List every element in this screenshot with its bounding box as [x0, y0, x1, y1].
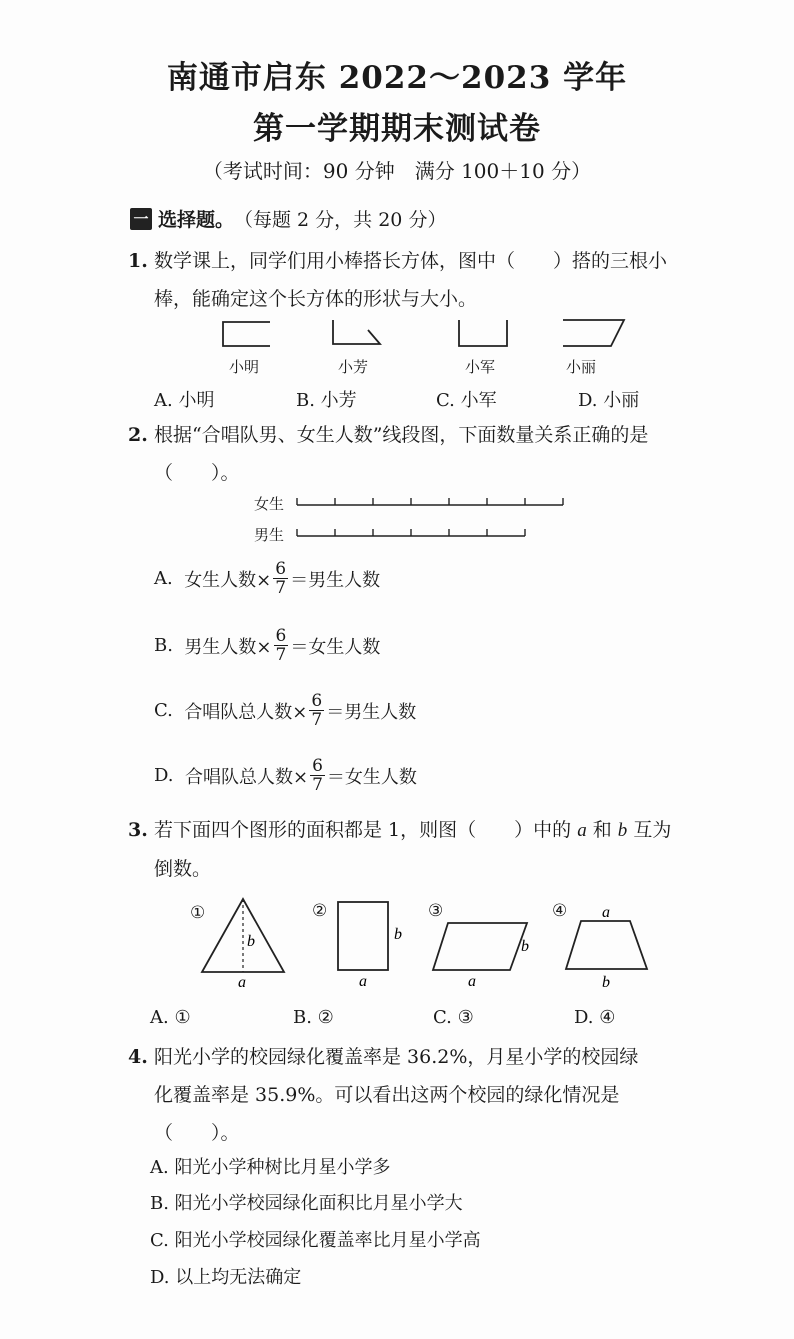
- q3-number: 3.: [128, 819, 148, 841]
- section-note: （每题 2 分，共 20 分）: [234, 209, 447, 231]
- q3-text-part1: 若下面四个图形的面积都是 1，则图（ ）中的: [154, 819, 572, 841]
- q1-option-c[interactable]: C. 小军: [436, 390, 497, 411]
- q2-option-a-letter: A.: [154, 568, 173, 589]
- q2-option-d-letter: D.: [154, 765, 174, 786]
- q3-text-part2: 互为: [633, 819, 672, 841]
- fraction-den: 7: [275, 578, 287, 598]
- exam-title-line1: 南通市启东 2022～2023 学年: [166, 60, 628, 96]
- fraction-num: 6: [311, 691, 323, 711]
- q2-option-b-letter: B.: [154, 635, 173, 656]
- fraction-den: 7: [311, 710, 323, 730]
- exam-title-line2: 第一学期期末测试卷: [253, 111, 541, 147]
- q4-text: [154, 1038, 714, 1152]
- q4-text-line3: （ ）。: [154, 1122, 240, 1144]
- q3-text-line2: 倒数。: [154, 858, 212, 880]
- q2-option-d-after: ＝女生人数: [326, 766, 417, 788]
- q2-option-a-before: 女生人数×: [184, 569, 272, 591]
- q3-rect-b: b: [394, 926, 402, 943]
- q3-trapezoid: [566, 921, 647, 969]
- q3-shape4-number: ④: [552, 901, 568, 921]
- q3-para-b: b: [521, 938, 529, 955]
- q2-text-line2: （ ）。: [154, 462, 240, 484]
- q4-text-line2: 化覆盖率是 35.9%。可以看出这两个校园的绿化情况是: [154, 1084, 620, 1106]
- q2-girls-label: 女生: [254, 495, 285, 513]
- q1-label-xiaoming: 小明: [229, 358, 260, 376]
- q3-shape3-number: ③: [428, 901, 444, 921]
- q1-option-a[interactable]: A. 小明: [154, 390, 215, 411]
- q4-text-line1: 阳光小学的校园绿化覆盖率是 36.2%，月星小学的校园绿: [154, 1046, 639, 1068]
- q3-trap-b: b: [602, 974, 610, 991]
- q3-var-a: a: [577, 820, 587, 841]
- q4-option-c[interactable]: C. 阳光小学校园绿化覆盖率比月星小学高: [150, 1230, 481, 1251]
- q3-trap-a: a: [602, 904, 610, 921]
- q3-triangle-a: a: [238, 974, 246, 991]
- q2-option-c-after: ＝男生人数: [326, 701, 417, 723]
- q1-label-xiaojun: 小军: [465, 358, 496, 376]
- fraction-num: 6: [312, 756, 323, 776]
- exam-info: （考试时间：90 分钟 满分 100＋10 分）: [202, 159, 592, 183]
- q2-number: 2.: [128, 424, 148, 446]
- q4-option-a[interactable]: A. 阳光小学种树比月星小学多: [150, 1157, 391, 1178]
- q1-label-xiaoli: 小丽: [566, 358, 597, 376]
- q4-option-b[interactable]: B. 阳光小学校园绿化面积比月星小学大: [150, 1193, 463, 1214]
- q3-text-and: 和: [592, 819, 612, 841]
- q1-option-b[interactable]: B. 小芳: [296, 390, 357, 411]
- q3-para-a: a: [468, 973, 476, 990]
- q2-option-d-before: 合唱队总人数×: [184, 766, 309, 788]
- q4-number: 4.: [128, 1046, 148, 1068]
- fraction-num: 6: [275, 626, 287, 646]
- q1-option-d[interactable]: D. 小丽: [578, 390, 640, 411]
- q3-option-d[interactable]: D. ④: [574, 1007, 616, 1028]
- fraction-num: 6: [275, 559, 287, 579]
- q3-parallelogram: [433, 923, 527, 970]
- q1-text-line2: 棒，能确定这个长方体的形状与大小。: [154, 288, 478, 310]
- section-badge: 一: [130, 208, 152, 230]
- q1-label-xiaofang: 小芳: [338, 358, 369, 376]
- q2-option-b-before: 男生人数×: [184, 636, 272, 658]
- q3-rectangle: [338, 902, 388, 970]
- fraction-den: 7: [312, 775, 323, 795]
- q2-option-c-before: 合唱队总人数×: [184, 701, 308, 723]
- q1-number: 1.: [128, 250, 148, 272]
- section-title: 选择题。: [158, 209, 235, 231]
- q3-var-b: b: [617, 820, 628, 841]
- q2-text-line1: 根据“合唱队男、女生人数”线段图，下面数量关系正确的是: [154, 424, 649, 446]
- fraction-den: 7: [275, 645, 287, 665]
- q3-shape2-number: ②: [312, 901, 328, 921]
- q4-option-d[interactable]: D. 以上均无法确定: [150, 1267, 302, 1288]
- q3-option-a[interactable]: A. ①: [150, 1007, 191, 1028]
- q2-option-c-letter: C.: [154, 700, 173, 721]
- q3-option-c[interactable]: C. ③: [433, 1007, 474, 1028]
- q3-triangle-b: b: [247, 933, 255, 950]
- q1-text-line1: 数学课上，同学们用小棒搭长方体，图中（ ）搭的三根小: [154, 250, 668, 272]
- q3-shape1-number: ①: [190, 903, 206, 923]
- q2-boys-label: 男生: [254, 526, 285, 544]
- q2-option-a-after: ＝男生人数: [290, 569, 381, 591]
- q2-option-b-after: ＝女生人数: [290, 636, 381, 658]
- q3-rect-a: a: [359, 973, 367, 990]
- q3-option-b[interactable]: B. ②: [293, 1007, 334, 1028]
